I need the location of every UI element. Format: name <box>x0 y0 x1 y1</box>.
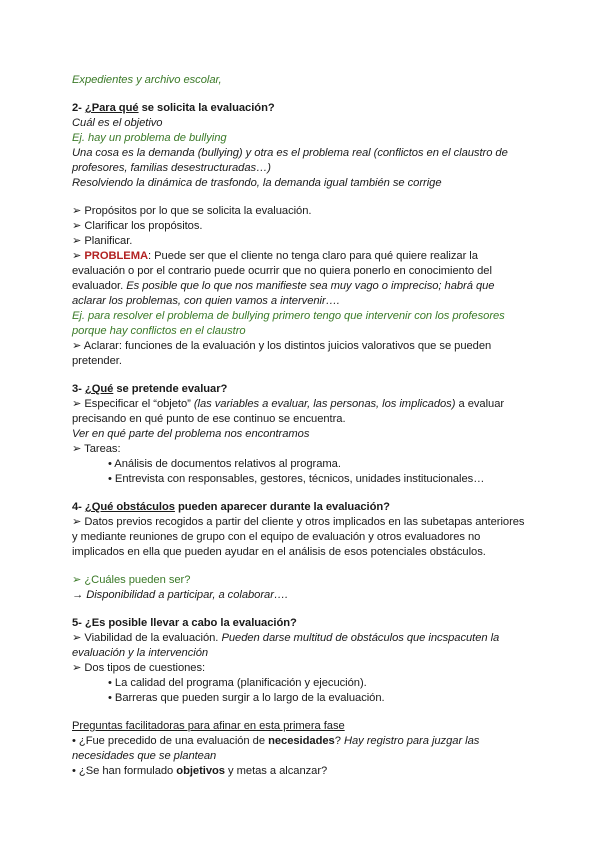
text-segment: • Entrevista con responsables, gestores, técnicos, unidades institucionales… <box>108 473 485 485</box>
text-segment: • Barreras que pueden surgir a lo largo de la evaluación. <box>108 692 385 704</box>
text-segment: precisando en qué punto de ese continuo se encuentra. <box>72 413 346 425</box>
text-segment: necesidades que se plantean <box>72 750 217 762</box>
text-line <box>72 719 345 734</box>
text-segment: Ver en qué parte del problema nos encontramos <box>72 428 310 440</box>
text-line <box>72 234 132 249</box>
text-segment: porque hay conflictos en el claustro <box>72 325 246 337</box>
text-line <box>72 397 504 412</box>
text-segment: evaluación o por el contrario puede ocurrir que no quiera ponerlo en conocimiento del <box>72 265 492 277</box>
text-line <box>72 545 486 560</box>
text-line <box>72 204 311 219</box>
text-segment: evaluador. <box>72 280 127 292</box>
text-segment: ¿Para qué <box>84 102 139 114</box>
text-segment: se solicita la evaluación? <box>138 102 275 114</box>
text-segment: Pueden darse multitud de obstáculos que incspacuten la <box>221 632 500 644</box>
text-line <box>72 354 122 369</box>
text-segment: y mediante reuniones de grupo con el equipo de evaluación y otros evaluadores no <box>72 531 481 543</box>
text-segment: : Puede ser que el cliente no tenga claro para qué quiere realizar la <box>148 250 478 262</box>
text-segment: → Disponibilidad a participar, a colaborar…. <box>72 589 289 601</box>
text-line <box>108 676 367 691</box>
text-segment: Es posible que lo que nos manifieste sea muy vago o impreciso; habrá que <box>126 280 495 292</box>
text-line <box>72 749 216 764</box>
text-line <box>72 294 340 309</box>
text-segment: y metas a alcanzar? <box>224 765 328 777</box>
text-segment: profesores, familias desestructuradas…) <box>72 162 271 174</box>
text-segment: ¿Qué obstáculos <box>84 501 175 513</box>
text-segment: Ej. hay un problema de bullying <box>72 132 227 144</box>
text-segment: Hay registro para juzgar las <box>343 735 480 747</box>
text-segment: ? <box>334 735 344 747</box>
text-segment: aclarar los problemas, con quien vamos a intervenir…. <box>72 295 340 307</box>
text-line <box>72 116 162 131</box>
text-segment: ➢ Propósitos por lo que se solicita la evaluación. <box>72 205 312 217</box>
text-segment: ➢ Especificar el “objeto” <box>72 398 194 410</box>
text-segment: ➢ Datos previos recogidos a partir del cliente y otros implicados en las subetapas anteriores <box>72 516 525 528</box>
text-segment: (las variables a evaluar, las personas, los implicados) <box>193 398 456 410</box>
text-segment: • Análisis de documentos relativos al programa. <box>108 458 341 470</box>
text-segment: PROBLEMA <box>84 250 149 262</box>
text-segment: a evaluar <box>455 398 505 410</box>
text-segment: • La calidad del programa (planificación y ejecución). <box>108 677 367 689</box>
text-segment: ➢ Viabilidad de la evaluación. <box>72 632 222 644</box>
text-line <box>72 324 246 339</box>
text-segment: Preguntas facilitadoras para afinar en esta primera fase <box>72 720 345 732</box>
text-segment: Cuál es el objetivo <box>72 117 163 129</box>
text-segment: Resolviendo la dinámica de trasfondo, la demanda igual también se corrige <box>72 177 442 189</box>
text-line <box>72 279 494 294</box>
text-segment: Expedientes y archivo escolar, <box>72 74 222 86</box>
text-line <box>108 691 385 706</box>
text-segment: ➢ Tareas: <box>72 443 121 455</box>
text-line <box>72 73 222 88</box>
text-line <box>72 264 492 279</box>
text-line <box>108 472 484 487</box>
text-line <box>72 249 478 264</box>
text-line <box>72 146 508 161</box>
text-line <box>72 631 499 646</box>
text-line <box>72 734 479 749</box>
text-line <box>72 530 480 545</box>
text-segment: ➢ Clarificar los propósitos. <box>72 220 203 232</box>
text-line <box>72 427 309 442</box>
text-segment: • ¿Se han formulado <box>72 765 177 777</box>
text-line <box>72 412 346 427</box>
text-segment: objetivos <box>176 765 225 777</box>
text-line <box>72 588 288 603</box>
text-segment: 5- ¿Es posible llevar a cabo la evaluación? <box>72 617 297 629</box>
text-line <box>72 616 297 631</box>
text-line <box>72 515 524 530</box>
text-segment: ➢ Planificar. <box>72 235 133 247</box>
text-segment: ➢ ¿Cuáles pueden ser? <box>72 574 191 586</box>
text-line <box>72 339 491 354</box>
text-segment: necesidades <box>268 735 335 747</box>
text-segment: implicados en ella que pueden ayudar en el análisis de esos potenciales obstáculos. <box>72 546 486 558</box>
text-segment: ¿Qué <box>84 383 114 395</box>
text-line <box>72 764 327 779</box>
text-segment: pueden aparecer durante la evaluación? <box>174 501 390 513</box>
text-line <box>72 219 202 234</box>
text-segment: ➢ Dos tipos de cuestiones: <box>72 662 206 674</box>
text-segment: pretender. <box>72 355 122 367</box>
text-segment: se pretende evaluar? <box>113 383 228 395</box>
text-segment: evaluación y la intervención <box>72 647 209 659</box>
text-line <box>72 442 121 457</box>
text-line <box>72 131 227 146</box>
text-line <box>72 646 208 661</box>
text-line <box>72 573 190 588</box>
text-line <box>72 500 390 515</box>
text-segment: 3- <box>72 383 85 395</box>
text-segment: Una cosa es la demanda (bullying) y otra es el problema real (conflictos en el claustro de <box>72 147 508 159</box>
text-line <box>72 176 442 191</box>
text-line <box>72 309 505 324</box>
text-segment: 4- <box>72 501 85 513</box>
text-segment: ➢ Aclarar: funciones de la evaluación y los distintos juicios valorativos que se pueden <box>72 340 492 352</box>
text-segment: • ¿Fue precedido de una evaluación de <box>72 735 269 747</box>
text-line <box>72 101 275 116</box>
text-segment: ➢ <box>72 250 85 262</box>
text-line <box>72 661 205 676</box>
text-line <box>72 161 271 176</box>
text-segment: Ej. para resolver el problema de bullying primero tengo que intervenir con los profesores <box>72 310 505 322</box>
text-line <box>72 382 227 397</box>
text-line <box>108 457 341 472</box>
text-segment: 2- <box>72 102 85 114</box>
